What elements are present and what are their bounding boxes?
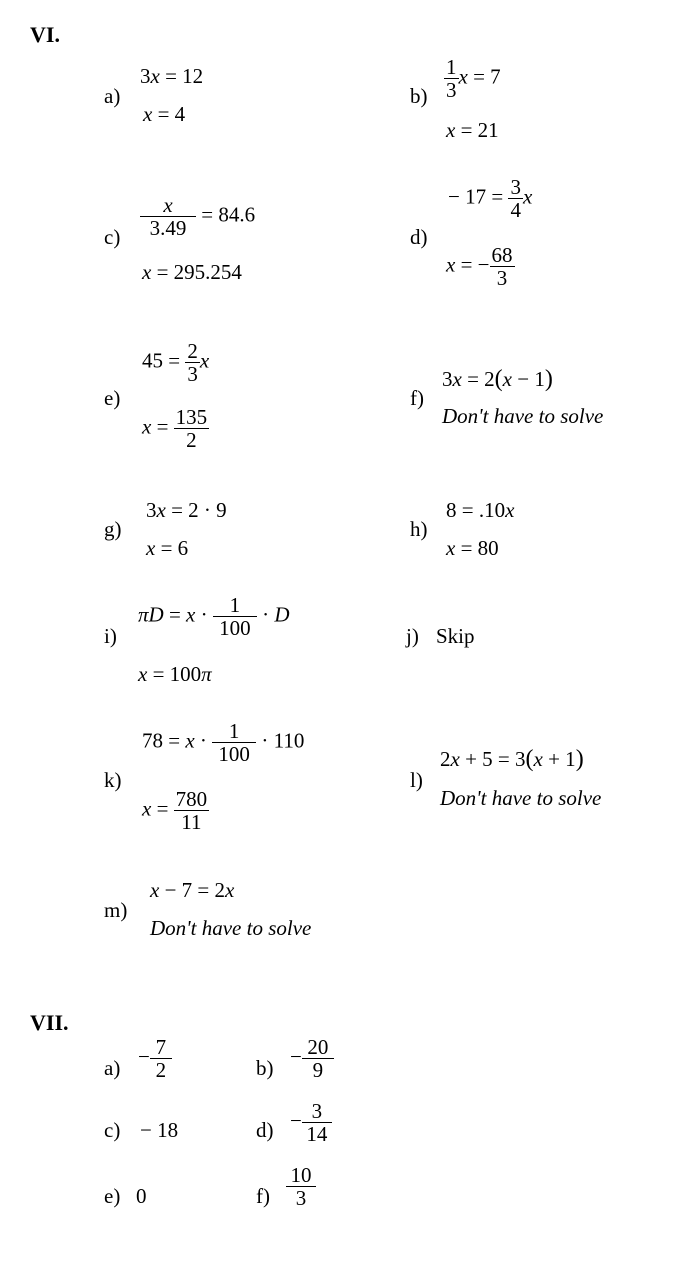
answer-a-value: − $\frac{7}{2}$ <box>138 1036 172 1081</box>
problem-k-line1: 78 = x · $\frac{1}{100}$ · 110 <box>142 719 305 767</box>
problem-j-text: Skip <box>436 624 475 648</box>
problem-c-label: c) <box>104 225 121 249</box>
problem-e-fraction1: $\frac{2}{3}$ <box>187 339 198 387</box>
problem-g-line2: x = 6 <box>146 536 189 560</box>
problem-f-note: Don't have to solve <box>442 404 604 428</box>
answer-d-value: − $\frac{3}{14}$ <box>290 1100 332 1145</box>
problem-c-line1: $\frac{x}{3.49}$ = 84.6 <box>140 194 255 239</box>
problem-h-label: h) <box>410 517 428 541</box>
problem-b-label: b) <box>410 84 428 108</box>
problem-l-line1: 2x + 5 = 3(x + 1) <box>440 746 584 772</box>
problem-e-fraction2: $\frac{135}{2}$ <box>175 405 208 453</box>
problem-m-label: m) <box>104 898 128 922</box>
answer-f-value <box>286 1164 316 1209</box>
problem-c-fraction: $\frac{x}{3.49}$ <box>140 194 196 239</box>
problem-d-fraction1: $\frac{3}{4}$ <box>510 175 521 223</box>
answer-d-fraction: $\frac{3}{14}$ <box>302 1100 332 1145</box>
answer-b-fraction: $\frac{20}{9}$ <box>302 1036 334 1081</box>
problem-b-line2: x = 21 <box>446 118 499 142</box>
answer-f-fraction: $\frac{10}{3}$ <box>286 1164 316 1209</box>
answer-a-label: a) <box>104 1056 121 1080</box>
problem-a-label: a) <box>104 84 121 108</box>
problem-d-fraction2: $\frac{68}{3}$ <box>491 243 513 291</box>
problem-e-line1: 45 = $\frac{2}{3}$ x <box>142 339 210 387</box>
answer-b-label: b) <box>256 1056 274 1080</box>
problem-i-fraction: $\frac{1}{100}$ <box>213 594 257 639</box>
problem-b-line1: $\frac{1}{3}$ x = 7 <box>446 55 501 103</box>
problem-k-label: k) <box>104 768 122 792</box>
answer-e-label: e) <box>104 1184 121 1208</box>
problem-k-fraction1: $\frac{1}{100}$ <box>212 720 256 765</box>
problem-l-label: l) <box>410 768 423 792</box>
answer-a-fraction: $\frac{7}{2}$ <box>150 1036 172 1081</box>
problem-e-line2: x = $\frac{135}{2}$ <box>142 405 208 453</box>
problem-d-label: d) <box>410 225 428 249</box>
section-vii-title: VII. <box>30 1010 69 1035</box>
answer-c-label: c) <box>104 1118 121 1142</box>
problem-g-label: g) <box>104 517 122 541</box>
answer-b-value: − $\frac{20}{9}$ <box>290 1036 334 1081</box>
answer-e-value: 0 <box>136 1184 147 1208</box>
problem-l-note: Don't have to solve <box>440 786 602 810</box>
problem-c-line2: x = 295.254 <box>142 260 242 284</box>
problem-f-line1: 3x = 2(x − 1) <box>442 366 553 392</box>
problem-g-line1: 3x = 2 · 9 <box>146 498 227 522</box>
problem-a-line2: x = 4 <box>143 102 186 126</box>
problem-d-line1: − 17 = $\frac{3}{4}$ x <box>448 175 533 223</box>
problem-i-line1: πD = x · $\frac{1}{100}$ · D <box>138 593 290 641</box>
section-vi-title: VI. <box>30 22 60 47</box>
answer-c-value: − 18 <box>140 1118 179 1142</box>
problem-i-label: i) <box>104 624 117 648</box>
answer-d-label: d) <box>256 1118 274 1142</box>
problem-e-label: e) <box>104 386 121 410</box>
problem-b-fraction: $\frac{1}{3}$ <box>446 55 457 103</box>
answer-f-label: f) <box>256 1184 270 1208</box>
problem-j-label: j) <box>406 624 419 648</box>
problem-m-line1: x − 7 = 2x <box>150 878 235 902</box>
problem-d-line2: x = − $\frac{68}{3}$ <box>446 243 513 291</box>
problem-h-line1: 8 = .10x <box>446 498 515 522</box>
problem-k-fraction2: $\frac{780}{11}$ <box>175 787 208 835</box>
problem-i-line2: x = 100π <box>138 662 212 686</box>
problem-f-label: f) <box>410 386 424 410</box>
problem-a-line1: 3x = 12 <box>140 64 204 88</box>
problem-h-line2: x = 80 <box>446 536 499 560</box>
problem-k-line2: x = $\frac{780}{11}$ <box>142 787 208 835</box>
problem-m-note: Don't have to solve <box>150 916 312 940</box>
